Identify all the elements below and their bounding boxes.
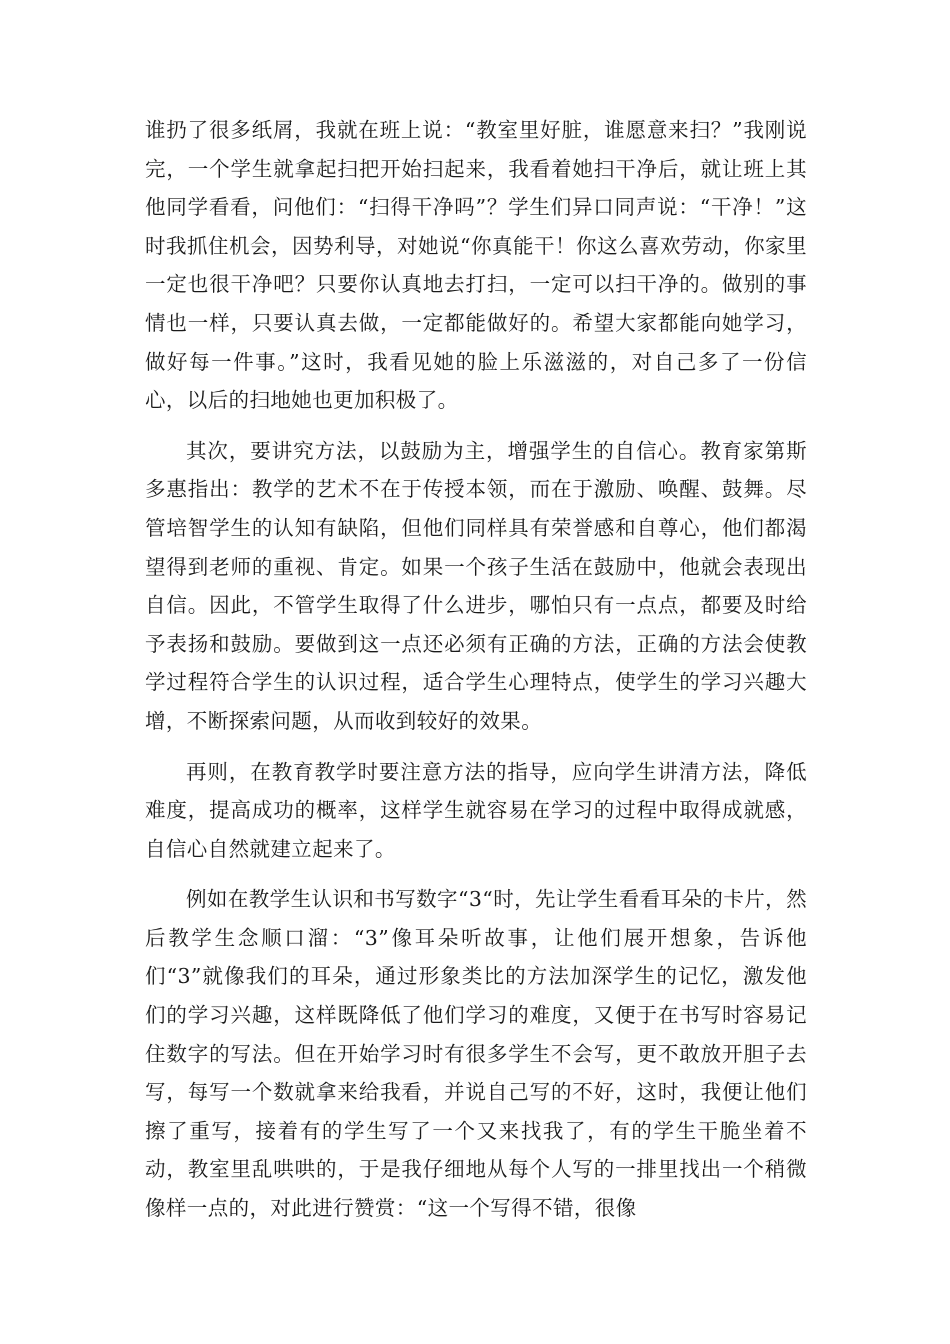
document-body xyxy=(145,111,807,1228)
paragraph-4: 例如在教学生认识和书写数字“3“时，先让学生看看耳朵的卡片，然后教学生念顺口溜：“3”像耳朵听故事，让他们展开想象，告诉他们“3”就像我们的耳朵，通过形象类比的方法加深学生的记忆，激发他们的学习兴趣，这样既降低了他们学习的难度，又便于在书写时容易记住数字的写法。但在开始学习时有很多学生不会写，更不敢放开胆子去写，每写一个数就拿来给我看，并说自己写的不好，这时，我便让他们擦了重写，接着有的学生写了一个又来找我了，有的学生干脆坐着不动，教室里乱哄哄的，于是我仔细地从每个人写的一排里找出一个稍微像样一点的，对此进行赞赏：“这一个写得不错，很像 xyxy=(145,887,807,1221)
paragraph-3: 再则，在教育教学时要注意方法的指导，应向学生讲清方法，降低难度，提高成功的概率，这样学生就容易在学习的过程中取得成就感，自信心自然就建立起来了。 xyxy=(145,759,807,861)
paragraph-2: 其次，要讲究方法，以鼓励为主，增强学生的自信心。教育家第斯多惠指出：教学的艺术不在于传授本领，而在于激励、唤醒、鼓舞。尽管培智学生的认知有缺陷，但他们同样具有荣誉感和自尊心，他们都渴望得到老师的重视、肯定。如果一个孩子生活在鼓励中，他就会表现出自信。因此，不管学生取得了什么进步，哪怕只有一点点，都要及时给予表扬和鼓励。要做到这一点还必须有正确的方法，正确的方法会使教学过程符合学生的认识过程，适合学生心理特点，使学生的学习兴趣大增，不断探索问题，从而收到较好的效果。 xyxy=(145,438,807,733)
paragraph-1: 谁扔了很多纸屑，我就在班上说：“教室里好脏，谁愿意来扫？”我刚说完，一个学生就拿起扫把开始扫起来，我看着她扫干净后，就让班上其他同学看看，问他们：“扫得干净吗”？学生们异口同声说：“干净！”这时我抓住机会，因势利导，对她说“你真能干！你这么喜欢劳动，你家里一定也很干净吧？只要你认真地去打扫，一定可以扫干净的。做别的事情也一样，只要认真去做，一定都能做好的。希望大家都能向她学习，做好每一件事。”这时，我看见她的脸上乐滋滋的，对自己多了一份信心，以后的扫地她也更加积极了。 xyxy=(145,118,807,413)
